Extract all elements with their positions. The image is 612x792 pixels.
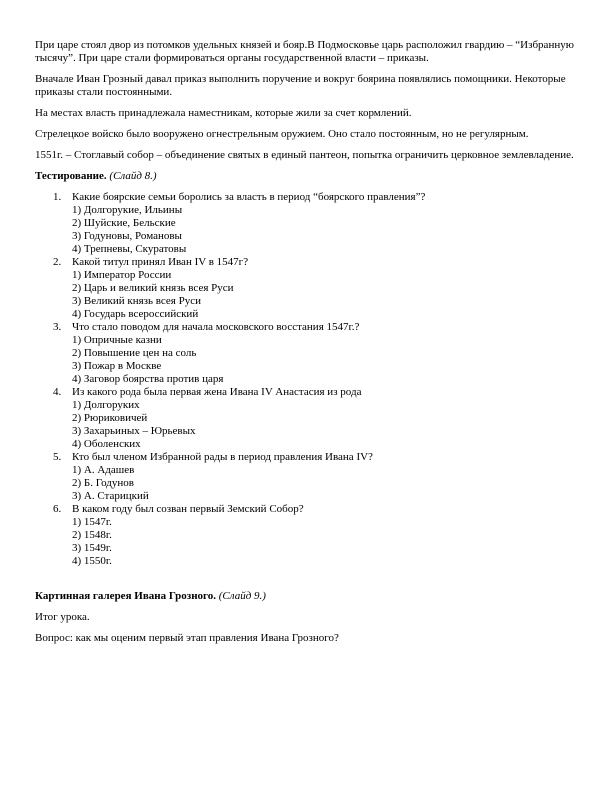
answer-option: 1) Долгоруких xyxy=(72,399,140,411)
answer-option: 3) Пожар в Москве xyxy=(72,360,162,372)
document-page xyxy=(35,39,580,653)
answer-option: 1) Император России xyxy=(72,269,172,281)
answer-option: 1) Долгорукие, Ильины xyxy=(72,204,183,216)
question-text: В каком году был созван первый Земский Собор? xyxy=(72,503,304,515)
paragraph: Стрелецкое войско было вооружено огнестрельным оружием. Оно стало постоянным, но не регулярным. xyxy=(35,128,529,140)
answer-option: 4) Оболенских xyxy=(72,438,141,450)
answer-option: 4) Заговор боярства против царя xyxy=(72,373,224,385)
answer-option: 3) Великий князь всея Руси xyxy=(72,295,202,307)
question-number: 4. xyxy=(53,386,62,398)
gallery-heading xyxy=(35,590,580,603)
answer-option: 2) Шуйские, Бельские xyxy=(72,217,176,229)
answer-option: 1) А. Адашев xyxy=(72,464,135,476)
answer-options xyxy=(72,334,580,386)
question-item xyxy=(35,191,580,256)
question-item xyxy=(35,503,580,568)
question-number: 5. xyxy=(53,451,62,463)
paragraph: 1551г. – Стоглавый собор – объединение святых в единый пантеон, попытка ограничить церковное землевладение. xyxy=(35,149,574,161)
question-item xyxy=(35,256,580,321)
question-number: 1. xyxy=(53,191,62,203)
question-number: 3. xyxy=(53,321,62,333)
answer-option: 3) А. Старицкий xyxy=(72,490,149,502)
question-item xyxy=(35,451,580,503)
answer-option: 4) Государь всероссийский xyxy=(72,308,199,320)
gallery-title: Картинная галерея Ивана Грозного. xyxy=(35,590,217,602)
answer-options xyxy=(72,269,580,321)
answer-option: 2) 1548г. xyxy=(72,529,112,541)
lesson-summary: Итог урока. xyxy=(35,611,90,623)
answer-option: 2) Рюриковичей xyxy=(72,412,148,424)
answer-option: 2) Царь и великий князь всея Руси xyxy=(72,282,234,294)
answer-options xyxy=(72,464,580,503)
gallery-slide-ref: (Слайд 9.) xyxy=(218,590,266,602)
question-text: Из какого рода была первая жена Ивана IV Анастасия из рода xyxy=(72,386,362,398)
question-item xyxy=(35,386,580,451)
paragraph: Вначале Иван Грозный давал приказ выполнить поручение и вокруг боярина появлялись помощники. Некоторые приказы стали постоянными. xyxy=(35,73,566,98)
testing-title: Тестирование. xyxy=(35,170,107,182)
answer-option: 2) Б. Годунов xyxy=(72,477,134,489)
answer-options xyxy=(72,399,580,451)
question-text: Какие боярские семьи боролись за власть в период “боярского правления”? xyxy=(72,191,426,203)
question-text: Что стало поводом для начала московского восстания 1547г.? xyxy=(72,321,360,333)
answer-option: 1) Опричные казни xyxy=(72,334,162,346)
answer-option: 1) 1547г. xyxy=(72,516,112,528)
intro-paragraphs xyxy=(35,39,580,162)
question-text: Кто был членом Избранной рады в период правления Ивана IV? xyxy=(72,451,373,463)
final-question: Вопрос: как мы оценим первый этап правления Ивана Грозного? xyxy=(35,632,339,644)
paragraph: При царе стоял двор из потомков удельных князей и бояр.В Подмосковье царь расположил гвардию – “Избранную тысячу”. При царе стали формироваться органы государственной власти – приказы. xyxy=(35,39,574,64)
answer-options xyxy=(72,204,580,256)
testing-heading xyxy=(35,170,580,183)
testing-slide-ref: (Слайд 8.) xyxy=(109,170,157,182)
answer-option: 2) Повышение цен на соль xyxy=(72,347,197,359)
answer-options xyxy=(72,516,580,568)
answer-option: 4) 1550г. xyxy=(72,555,112,567)
question-number: 6. xyxy=(53,503,62,515)
answer-option: 3) 1549г. xyxy=(72,542,112,554)
answer-option: 4) Трепневы, Скуратовы xyxy=(72,243,187,255)
paragraph: На местах власть принадлежала наместникам, которые жили за счет кормлений. xyxy=(35,107,412,119)
question-number: 2. xyxy=(53,256,62,268)
answer-option: 3) Годуновы, Романовы xyxy=(72,230,182,242)
question-list xyxy=(35,191,580,568)
question-item xyxy=(35,321,580,386)
question-text: Какой титул принял Иван IV в 1547г? xyxy=(72,256,249,268)
answer-option: 3) Захарьиных – Юрьевых xyxy=(72,425,196,437)
